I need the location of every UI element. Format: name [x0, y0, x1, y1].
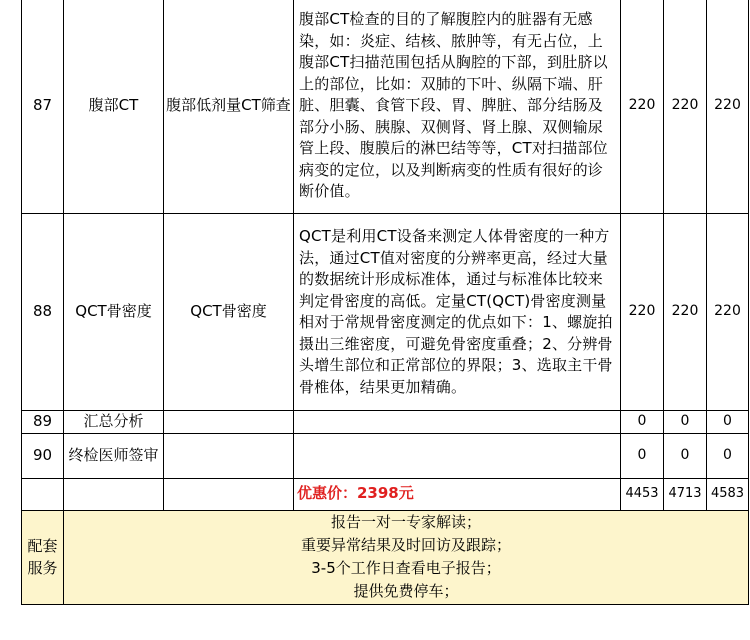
total-price-3: 4583 — [707, 478, 749, 510]
row-number: 87 — [22, 0, 64, 214]
service-item: 提供免费停车； — [353, 582, 459, 600]
row-description: QCT是利用CT设备来测定人体骨密度的一种方法，通过CT值对密度的分辨率更高，经过大量的数据统计形成标准体，通过与标准体比较来判定骨密度的高低。定量CT(QCT)骨密度测量相对于常规骨密度测定的优点如下：1、螺旋拍摄出三维密度，可避免骨密度重叠；2、分辨骨头增生部位和正常部位的界限；3、选取主干骨骨椎体，结果更加精确。 — [294, 214, 621, 411]
service-item: 重要异常结果及时回访及跟踪； — [300, 536, 511, 554]
total-price-2: 4713 — [664, 478, 707, 510]
row-price-3: 220 — [707, 0, 749, 214]
row-price-3: 0 — [707, 411, 749, 434]
row-category: 腹部CT — [64, 0, 164, 214]
row-description — [294, 411, 621, 434]
row-description: 腹部CT检查的目的了解腹腔内的脏器有无感染，如：炎症、结核、脓肿等，有无占位，上腹部CT扫描范围包括从胸腔的下部，到肚脐以上的部位，比如：双肺的下叶、纵隔下端、肝脏、胆囊、食管下段、胃、脾脏、部分结肠及部分小肠、胰腺、双侧肾、肾上腺、双侧输尿管上段、腹膜后的淋巴结等等，CT对扫描部位病变的定位，以及判断病变的性质有很好的诊断价值。 — [294, 0, 621, 214]
row-item-name — [164, 433, 294, 478]
row-item-name: QCT骨密度 — [164, 214, 294, 411]
service-item: 报告一对一专家解读； — [330, 513, 481, 531]
totals-empty-cell — [164, 478, 294, 510]
exam-items-table — [21, 0, 749, 605]
row-price-2: 220 — [664, 214, 707, 411]
row-number: 88 — [22, 214, 64, 411]
row-item-name — [164, 411, 294, 434]
service-label: 配套服务 — [22, 510, 64, 604]
totals-empty-cell — [22, 478, 64, 510]
row-price-1: 0 — [621, 411, 664, 434]
row-price-2: 0 — [664, 411, 707, 434]
totals-row — [22, 478, 749, 510]
row-number: 89 — [22, 411, 64, 434]
discount-price: 优惠价：2398元 — [294, 478, 621, 510]
totals-empty-cell — [64, 478, 164, 510]
row-category: QCT骨密度 — [64, 214, 164, 411]
table-row — [22, 411, 749, 434]
row-price-1: 0 — [621, 433, 664, 478]
row-item-name: 腹部低剂量CT筛查 — [164, 0, 294, 214]
service-row — [22, 510, 749, 604]
row-price-3: 0 — [707, 433, 749, 478]
service-list — [64, 510, 749, 604]
table-row — [22, 0, 749, 214]
row-number: 90 — [22, 433, 64, 478]
row-price-1: 220 — [621, 0, 664, 214]
row-description — [294, 433, 621, 478]
row-category: 终检医师签审 — [64, 433, 164, 478]
row-category: 汇总分析 — [64, 411, 164, 434]
row-price-2: 220 — [664, 0, 707, 214]
row-price-3: 220 — [707, 214, 749, 411]
row-price-1: 220 — [621, 214, 664, 411]
total-price-1: 4453 — [621, 478, 664, 510]
table-row — [22, 214, 749, 411]
table-row — [22, 433, 749, 478]
row-price-2: 0 — [664, 433, 707, 478]
service-item: 3-5个工作日查看电子报告； — [311, 559, 501, 577]
